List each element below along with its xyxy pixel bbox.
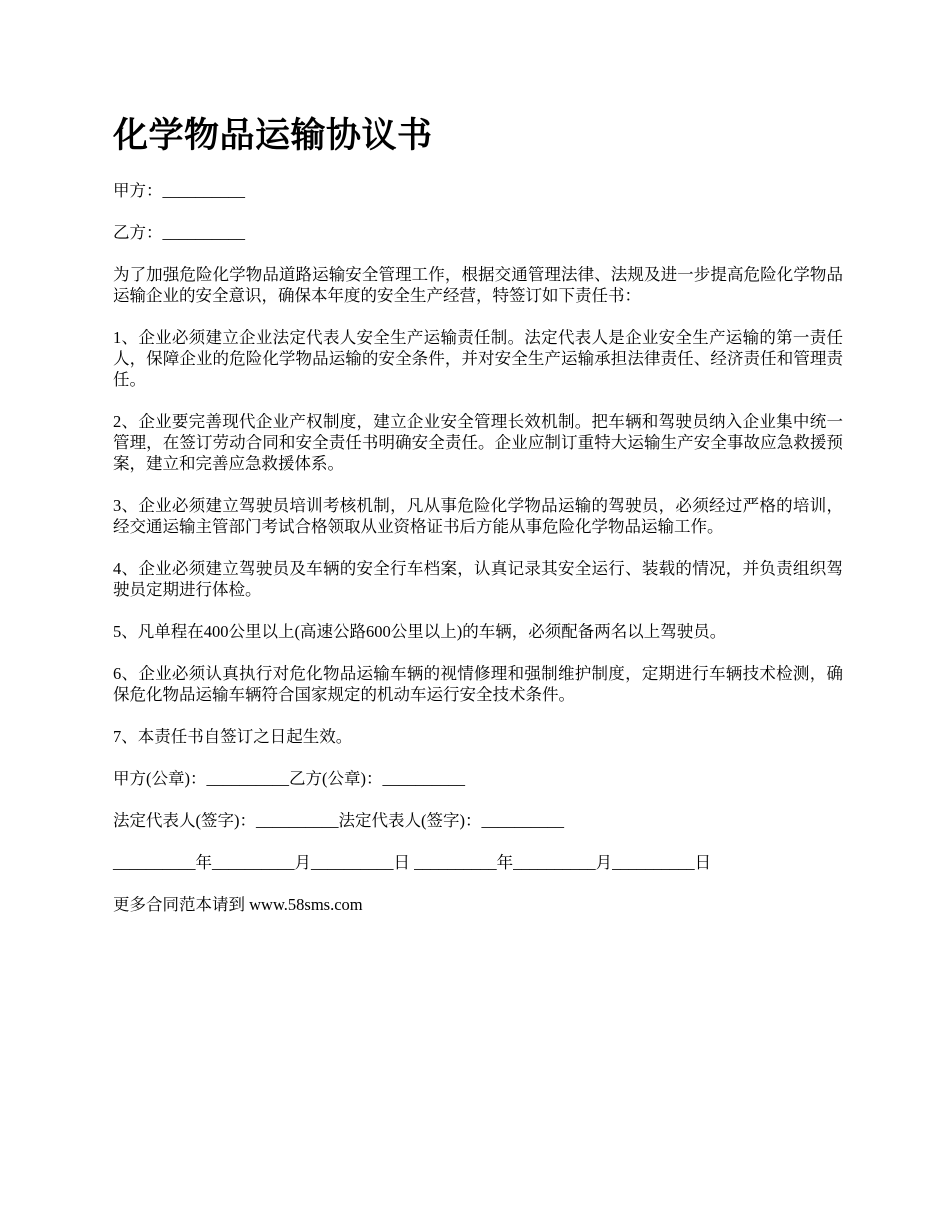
representative-signature-line: 法定代表人(签字)：__________法定代表人(签字)：__________ — [113, 811, 564, 830]
document-page — [113, 112, 843, 915]
seal-line: 甲方(公章)：__________乙方(公章)：__________ — [113, 769, 465, 788]
clause-1: 1、企业必须建立企业法定代表人安全生产运输责任制。法定代表人是企业安全生产运输的第一责任人，保障企业的危险化学物品运输的安全条件，并对安全生产运输承担法律责任、经济责任和管理责任。 — [113, 328, 843, 389]
footer-note: 更多合同范本请到 www.58sms.com — [113, 895, 363, 914]
clause-3: 3、企业必须建立驾驶员培训考核机制，凡从事危险化学物品运输的驾驶员，必须经过严格的培训，经交通运输主管部门考试合格领取从业资格证书后方能从事危险化学物品运输工作。 — [113, 496, 843, 536]
clause-5: 5、凡单程在400公里以上(高速公路600公里以上)的车辆，必须配备两名以上驾驶员。 — [113, 622, 727, 641]
intro-paragraph: 为了加强危险化学物品道路运输安全管理工作，根据交通管理法律、法规及进一步提高危险化学物品运输企业的安全意识，确保本年度的安全生产经营，特签订如下责任书： — [113, 265, 843, 305]
document-title: 化学物品运输协议书 — [113, 116, 433, 156]
clause-7: 7、本责任书自签订之日起生效。 — [113, 727, 353, 746]
clause-4: 4、企业必须建立驾驶员及车辆的安全行车档案，认真记录其安全运行、装载的情况，并负责组织驾驶员定期进行体检。 — [113, 559, 843, 599]
clause-2: 2、企业要完善现代企业产权制度，建立企业安全管理长效机制。把车辆和驾驶员纳入企业集中统一管理，在签订劳动合同和安全责任书明确安全责任。企业应制订重特大运输生产安全事故应急救援预案，建立和完善应急救援体系。 — [113, 412, 843, 473]
date-line: __________年__________月__________日 __________年__________月__________日 — [113, 853, 712, 872]
party-b-line: 乙方：__________ — [113, 223, 245, 242]
party-a-line: 甲方：__________ — [113, 181, 245, 200]
clause-6: 6、企业必须认真执行对危化物品运输车辆的视情修理和强制维护制度，定期进行车辆技术检测，确保危化物品运输车辆符合国家规定的机动车运行安全技术条件。 — [113, 664, 843, 704]
